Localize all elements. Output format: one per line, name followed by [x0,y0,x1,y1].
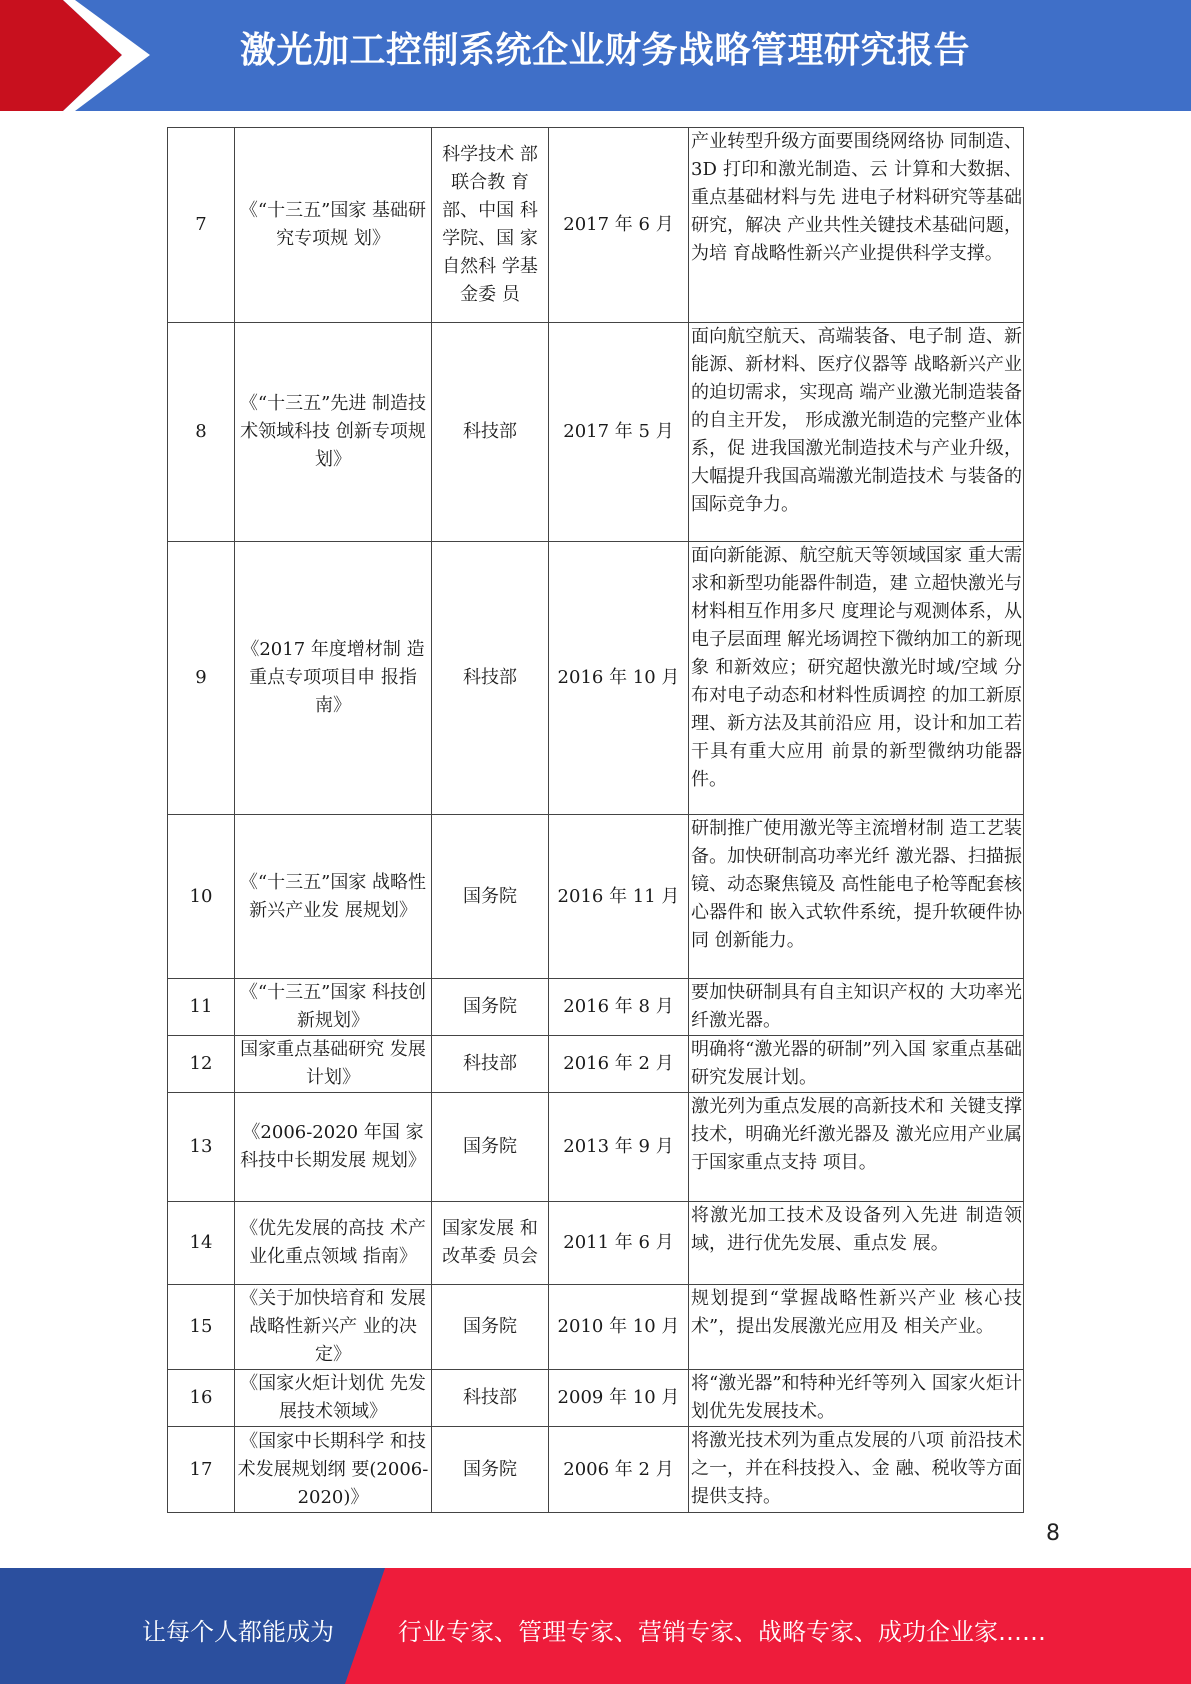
table-row [168,323,1024,542]
policy-name: 《2006-2020 年国 家科技中长期发展 规划》 [235,1093,432,1202]
policy-name: 《“十三五”先进 制造技术领域科技 创新专项规划》 [235,323,432,542]
issue-date: 2009 年 10 月 [549,1370,689,1427]
policy-description: 激光列为重点发展的高新技术和 关键支撑技术，明确光纤激光器及 激光应用产业属于国家重点支持 项目。 [689,1093,1024,1202]
policy-name: 《“十三五”国家 科技创新规划》 [235,979,432,1036]
page-number: 8 [1046,1521,1060,1546]
footer-slogan-right: 行业专家、管理专家、营销专家、战略专家、成功企业家…… [398,1618,1046,1646]
issuing-department: 科技部 [432,1370,549,1427]
report-title: 激光加工控制系统企业财务战略管理研究报告 [240,30,971,71]
policy-description: 产业转型升级方面要围绕网络协 同制造、3D 打印和激光制造、云 计算和大数据、重点基础材料与先 进电子材料研究等基础研究，解决 产业共性关键技术基础问题，为培 育战略性新兴产业提供科学支撑。 [689,128,1024,323]
table-row [168,1036,1024,1093]
policy-description: 明确将“激光器的研制”列入国 家重点基础研究发展计划。 [689,1036,1024,1093]
policy-table [167,127,1024,1513]
policy-name: 《优先发展的高技 术产业化重点领域 指南》 [235,1202,432,1285]
row-number: 7 [168,128,235,323]
table-row [168,542,1024,815]
issuing-department: 科学技术 部联合教 育部、中国 科学院、国 家自然科 学基金委 员 [432,128,549,323]
issue-date: 2006 年 2 月 [549,1427,689,1513]
policy-name: 《2017 年度增材制 造重点专项项目申 报指南》 [235,542,432,815]
policy-name: 《“十三五”国家 基础研究专项规 划》 [235,128,432,323]
issue-date: 2017 年 5 月 [549,323,689,542]
policy-name: 《国家中长期科学 和技术发展规划纲 要(2006-2020)》 [235,1427,432,1513]
issuing-department: 国务院 [432,1093,549,1202]
policy-description: 规划提到“掌握战略性新兴产业 核心技术”，提出发展激光应用及 相关产业。 [689,1285,1024,1370]
table-row [168,1093,1024,1202]
policy-description: 将激光加工技术及设备列入先进 制造领域，进行优先发展、重点发 展。 [689,1202,1024,1285]
issue-date: 2010 年 10 月 [549,1285,689,1370]
row-number: 11 [168,979,235,1036]
issuing-department: 国务院 [432,815,549,979]
issuing-department: 国务院 [432,1427,549,1513]
row-number: 8 [168,323,235,542]
table-row [168,1285,1024,1370]
table-row [168,128,1024,323]
policy-name: 国家重点基础研究 发展计划》 [235,1036,432,1093]
issuing-department: 国务院 [432,979,549,1036]
policy-name: 《“十三五”国家 战略性新兴产业发 展规划》 [235,815,432,979]
issue-date: 2016 年 2 月 [549,1036,689,1093]
row-number: 16 [168,1370,235,1427]
row-number: 15 [168,1285,235,1370]
table-row [168,979,1024,1036]
page-header [0,0,1191,111]
policy-description: 要加快研制具有自主知识产权的 大功率光纤激光器。 [689,979,1024,1036]
row-number: 17 [168,1427,235,1513]
row-number: 10 [168,815,235,979]
policy-description: 将“激光器”和特种光纤等列入 国家火炬计划优先发展技术。 [689,1370,1024,1427]
issuing-department: 科技部 [432,323,549,542]
policy-description: 研制推广使用激光等主流增材制 造工艺装备。加快研制高功率光纤 激光器、扫描振镜、动态聚焦镜及 高性能电子枪等配套核心器件和 嵌入式软件系统，提升软硬件协同 创新能力。 [689,815,1024,979]
policy-description: 面向新能源、航空航天等领域国家 重大需求和新型功能器件制造，建 立超快激光与材料相互作用多尺 度理论与观测体系，从电子层面理 解光场调控下微纳加工的新现象 和新效应；研究超快激光时域/空域 分布对电子动态和材料性质调控 的加工新原理、新方法及其前沿应 用，设计和加工若干具有重大应用 前景的新型微纳功能器件。 [689,542,1024,815]
table-row [168,815,1024,979]
header-red-chevron [0,0,150,111]
policy-description: 面向航空航天、高端装备、电子制 造、新能源、新材料、医疗仪器等 战略新兴产业的迫切需求，实现高 端产业激光制造装备的自主开发， 形成激光制造的完整产业体系，促 进我国激光制造技术与产业升级， 大幅提升我国高端激光制造技术 与装备的国际竞争力。 [689,323,1024,542]
issuing-department: 国务院 [432,1285,549,1370]
issue-date: 2016 年 11 月 [549,815,689,979]
policy-name: 《国家火炬计划优 先发展技术领域》 [235,1370,432,1427]
issuing-department: 科技部 [432,1036,549,1093]
row-number: 12 [168,1036,235,1093]
issue-date: 2016 年 10 月 [549,542,689,815]
issue-date: 2016 年 8 月 [549,979,689,1036]
row-number: 9 [168,542,235,815]
issue-date: 2013 年 9 月 [549,1093,689,1202]
footer-slogan-left: 让每个人都能成为 [142,1618,334,1646]
row-number: 13 [168,1093,235,1202]
row-number: 14 [168,1202,235,1285]
issuing-department: 科技部 [432,542,549,815]
issue-date: 2017 年 6 月 [549,128,689,323]
policy-description: 将激光技术列为重点发展的八项 前沿技术之一，并在科技投入、金 融、税收等方面提供支持。 [689,1427,1024,1513]
issuing-department: 国家发展 和改革委 员会 [432,1202,549,1285]
issue-date: 2011 年 6 月 [549,1202,689,1285]
table-row [168,1370,1024,1427]
table-row [168,1202,1024,1285]
table-row [168,1427,1024,1513]
policy-name: 《关于加快培育和 发展战略性新兴产 业的决定》 [235,1285,432,1370]
